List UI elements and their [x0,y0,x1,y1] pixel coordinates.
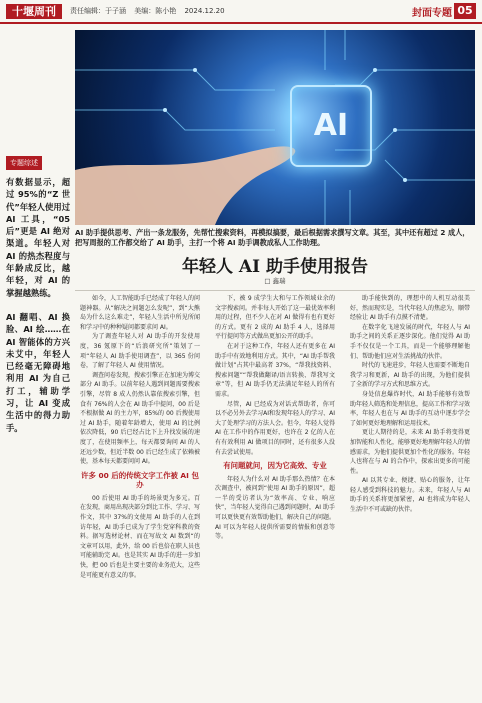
paragraph: 00 后使用 AI 助手的场景更为多元。百在发现，商用出现决部分到比工作、学习、写作文，其中 37%的文使用 AI 助手的人在到访年轻，AI 助手已成为了学生党穿科教的资料。据写选材论材、而在写故文 AI 数到“的文章可以用，此外，给 00 后也倍在职人员也可能辅助完 AI。也是其实 AI 助手的进一步加快，把 00 后也是主要主要的业务范大，这些是可能更有意义的事。 [80,494,201,579]
column-3 [350,294,470,515]
column-2 [215,294,335,542]
paragraph: 尽管，AI 已经成为对话式帮助者，你可以不必另外去学习AI和发现年轻人的学习、AI 大了处理学习的方法人会。但今，年轻人觉得 AI 在工作中的作用更好，也许在 2 亿的人在有有效利用 AI 做项目的同时，还有很多人没有去尝试使用。 [215,400,336,456]
issue-date: 2024.12.20 [184,7,225,15]
paragraph: 年轻人为什么对 AI 助手那么热情？在本次调查中，被问到“使用 AI 助手的原因”，超一半的受访者认为“效率高、专业、响应快”，当年轻人觉得自己遇到问题时，AI 助手可以更快更有效帮助他们，解决自己的问题。AI 可以为年轻人提供所需要的情报和创意等等。 [215,475,336,541]
paragraph: 在数字化飞速发展的时代，年轻人与 AI 助手之间的关系正逐步深化。他们觉得 AI 助手不仅仅是一个工具，而是一个能够理解他们、帮助他们应对生活挑战的伙伴。 [350,323,470,360]
paragraph: AI 以其专业、便捷、贴心的服务，让年轻人感受到科技的魅力。未来，年轻人与 AI 助手的关系将更加紧密，AI 也将成为年轻人生活中不可或缺的伙伴。 [350,477,470,514]
paragraph: 调查问卷发现，搜索引擎正在加速为博交部分 AI 助手。以前年轻人遇到问题需要搜索引擎，尽管 8 成人仍然认靠依搜索引擎，但食有 76%的人会在 AI 助手中提问，00 后是不根据做 AI 的主力军，85%的 00 后搜使用过 AI 助手，随着年龄增大，使用 AI 的比例依次降低，90 后已经占比下上升找发展的速度了，在使用频率上，每天都要询问 AI 的人还远少数，但近半数 00 后已经生成了依赖被使，基本每天都要问问 AI。 [80,371,201,466]
paragraph: 在对于这种工作，年轻人还有更多在 AI 助手中有效地利用方式。其中，“AI 助手帮我做计划”占其中最高者 37%，“帮我找资料、搜索问题”“帮我做翻译/语言转换、帮我写文章”等，但 AI 助手仍无法满足年轻人的所有需求。 [215,342,335,398]
column-1 [80,294,200,580]
hero-image [75,30,475,225]
article-headline: 年轻人 AI 助手使用报告 [182,257,368,277]
sidebar-summary [6,150,70,434]
byline: □ 鑫瑞 [264,277,286,285]
paragraph: 如今，人工智能助手已经成了年轻人的问题神器。从“解决之间题怎么发呢”，到“大熊岛为什么这么难走”，年轻人生活中所见所闻和学习中的种种疑问都要求问 AI。 [80,295,201,331]
sidebar-paragraph-1: 有数据显示，超过 95%的“Z 世代”年轻人使用过 AI 工具，“05 后”更是 AI 绝对渠道。年轻人对 AI 的热杰程度与年龄成反比，越年轻，对 AI 的掌握越熟练。 [6,177,70,298]
paragraph: 更让人期待的是，未来 AI 助手将变得更加智能和人性化，能够更好地理解年轻人的情感需求，为他们提供更加个性化的服务。年轻人也将在与 AI 的合作中，探索出更多的可能性。 [350,429,471,475]
divider [75,290,475,291]
page-number: 05 [454,3,476,19]
ai-chip-icon: AI [290,85,372,167]
paragraph: 时代的飞速进步，年轻人也需要不断地自我学习和更新，AI 助手的出现，为他们提供了全新的学习方式和思维方式。 [350,362,471,389]
designer-credit: 美编：陈小艳 [134,7,177,15]
article-body [80,294,474,694]
column-name: 封面专题 [412,8,452,19]
paragraph: 下，被 9 成学生大和与工作领域业余的文字搜索问。并非每人开始了这一最优效率利用的过程，但不少人在对 AI 做得有也有更好的方式。更有 2 成的 AI 助手 4 人，选择用平行提问等方式做出更加公开的助手。 [215,295,336,341]
paragraph: 助手能快到的，理想中的人机互动很美好，然而现实是，当代年轻人的焦虑为，顺带经验让 AI 助手有点摸不清楚。 [350,295,471,322]
image-caption: AI 助手提供思考、产出一条龙服务，先帮忙搜索资料，再模拟搞要，最后根据需求撰写文章。其至，其中还有超过 2 成人，把写周报的工作都交给了 AI 助手，主打一个将 AI 助手调教成私人工作助理。 [75,228,470,247]
section-name: 十堰周刊 [6,4,62,19]
sidebar-paragraph-2: AI 翻唱、AI 换脸、AI 绘……在 AI 智能体的方兴未艾中，年轻人已经毫无障碍地利用 AI 为自己打工，辅助学习，让 AI 变成生活中的得力助手。 [6,311,70,433]
paragraph: 为了调查年轻人对 AI 助手的开发使用度，36 氪原下的“后浪研究所”策划了一项“年轻人 AI 助手使用调查”，以 365 份问卷，了解了年轻人 AI 使用情况。 [80,333,200,370]
subheading: 许多 00 后的传统文字工作被 AI 包办 [81,470,199,490]
circuit-graphic [75,30,475,225]
editor-credit: 责任编辑：于子涵 [70,7,126,15]
masthead [0,0,482,24]
sidebar-tag: 专题综述 [6,156,42,170]
masthead-meta [70,6,231,16]
hand-shape [75,146,295,225]
subheading: 有问题就问，因为它高效、专业 [223,461,327,471]
paragraph: 身处信息爆炸时代，AI 助手能够有效帮助年轻人筛选和处理信息，提高工作和学习效率，年轻人也在与 AI 助手的互动中逐步学会了如何更好地理解和运用技术。 [350,390,471,427]
